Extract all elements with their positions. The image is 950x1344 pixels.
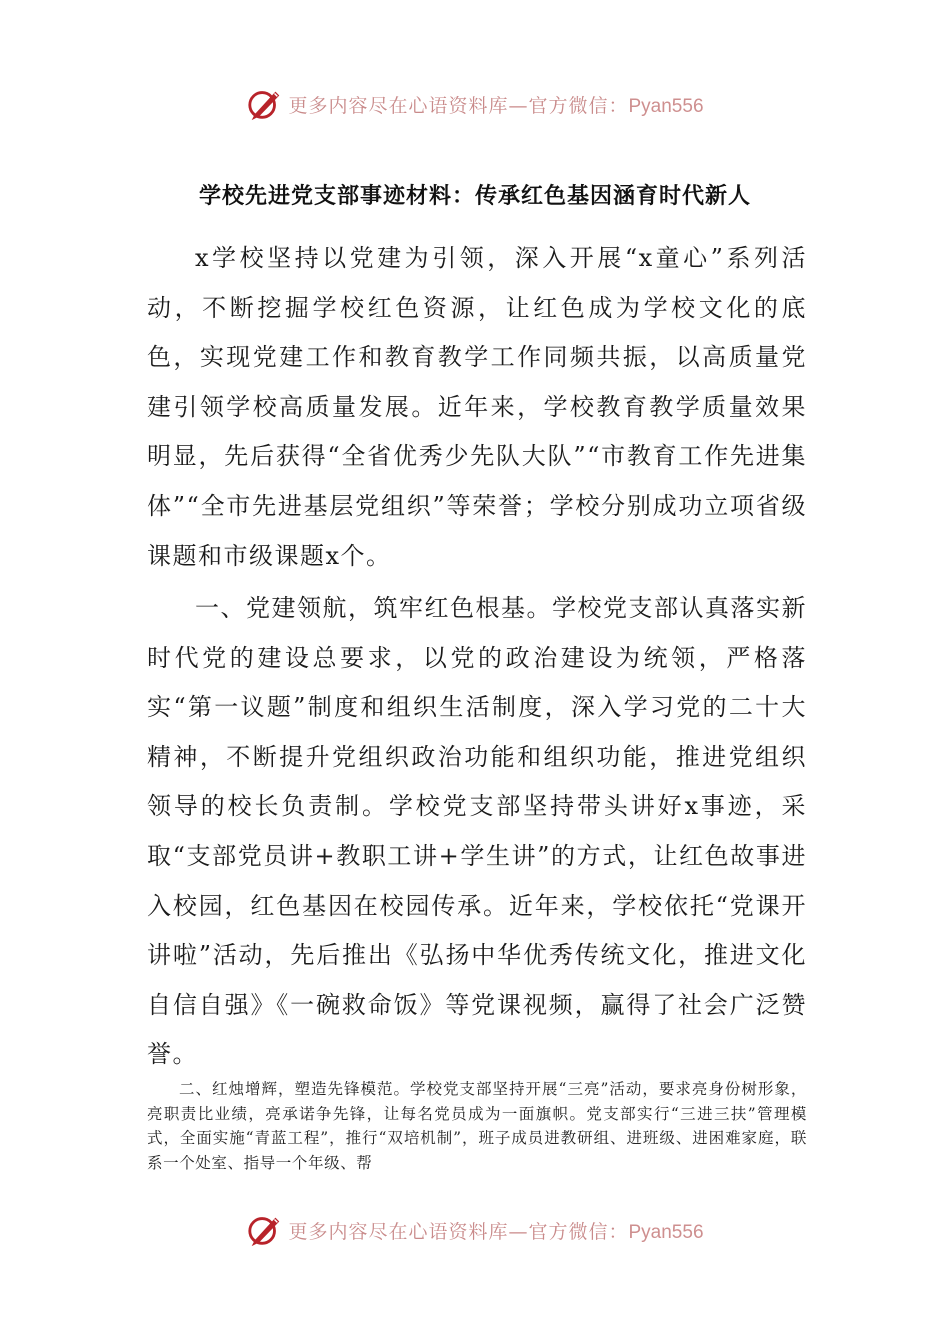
paragraph-intro: x学校坚持以党建为引领，深入开展“x童心”系列活动，不断挖掘学校红色资源，让红色成为学校文化的底色，实现党建工作和教育教学工作同频共振，以高质量党建引领学校高质量发展。近年来，学校教育教学质量效果明显，先后获得“全省优秀少先队大队”“市教育工作先进集体”“全市先进基层党组织”等荣誉；学校分别成功立项省级课题和市级课题x个。 [147, 244, 807, 570]
paragraph-section-2: 二、红烛增辉，塑造先锋模范。学校党支部坚持开展“三亮”活动，要求亮身份树形象，亮职责比业绩，亮承诺争先锋，让每名党员成为一面旗帜。党支部实行“三进三扶”管理模式，全面实施“青蓝工程”，推行“双培机制”，班子成员进教研组、进班级、进困难家庭，联系一个处室、指导一个年级、帮 [147, 1080, 807, 1172]
paragraph-section-1: 一、党建领航，筑牢红色根基。学校党支部认真落实新时代党的建设总要求，以党的政治建设为统领，严格落实“第一议题”制度和组织生活制度，深入学习党的二十大精神，不断提升党组织政治功能和组织功能，推进党组织领导的校长负责制。学校党支部坚持带头讲好x事迹，采取“支部党员讲+教职工讲+学生讲”的方式，让红色故事进入校园，红色基因在校园传承。近年来，学校依托“党课开讲啦”活动，先后推出《弘扬中华优秀传统文化，推进文化自信自强》《一碗救命饭》等党课视频，赢得了社会广泛赞誉。 [147, 594, 807, 1069]
footer-banner-text: 更多内容尽在心语资料库—官方微信： [288, 1220, 629, 1243]
header-banner [0, 82, 950, 126]
header-banner-text: 更多内容尽在心语资料库—官方微信： [288, 94, 629, 117]
pen-logo-icon [246, 85, 284, 123]
footer-banner [0, 1208, 950, 1252]
footer-wechat-id: Pyan556 [628, 1221, 704, 1243]
document-title: 学校先进党支部事迹材料：传承红色基因涵育时代新人 [198, 183, 751, 209]
header-wechat-id: Pyan556 [628, 95, 704, 117]
pen-logo-icon [246, 1211, 284, 1249]
